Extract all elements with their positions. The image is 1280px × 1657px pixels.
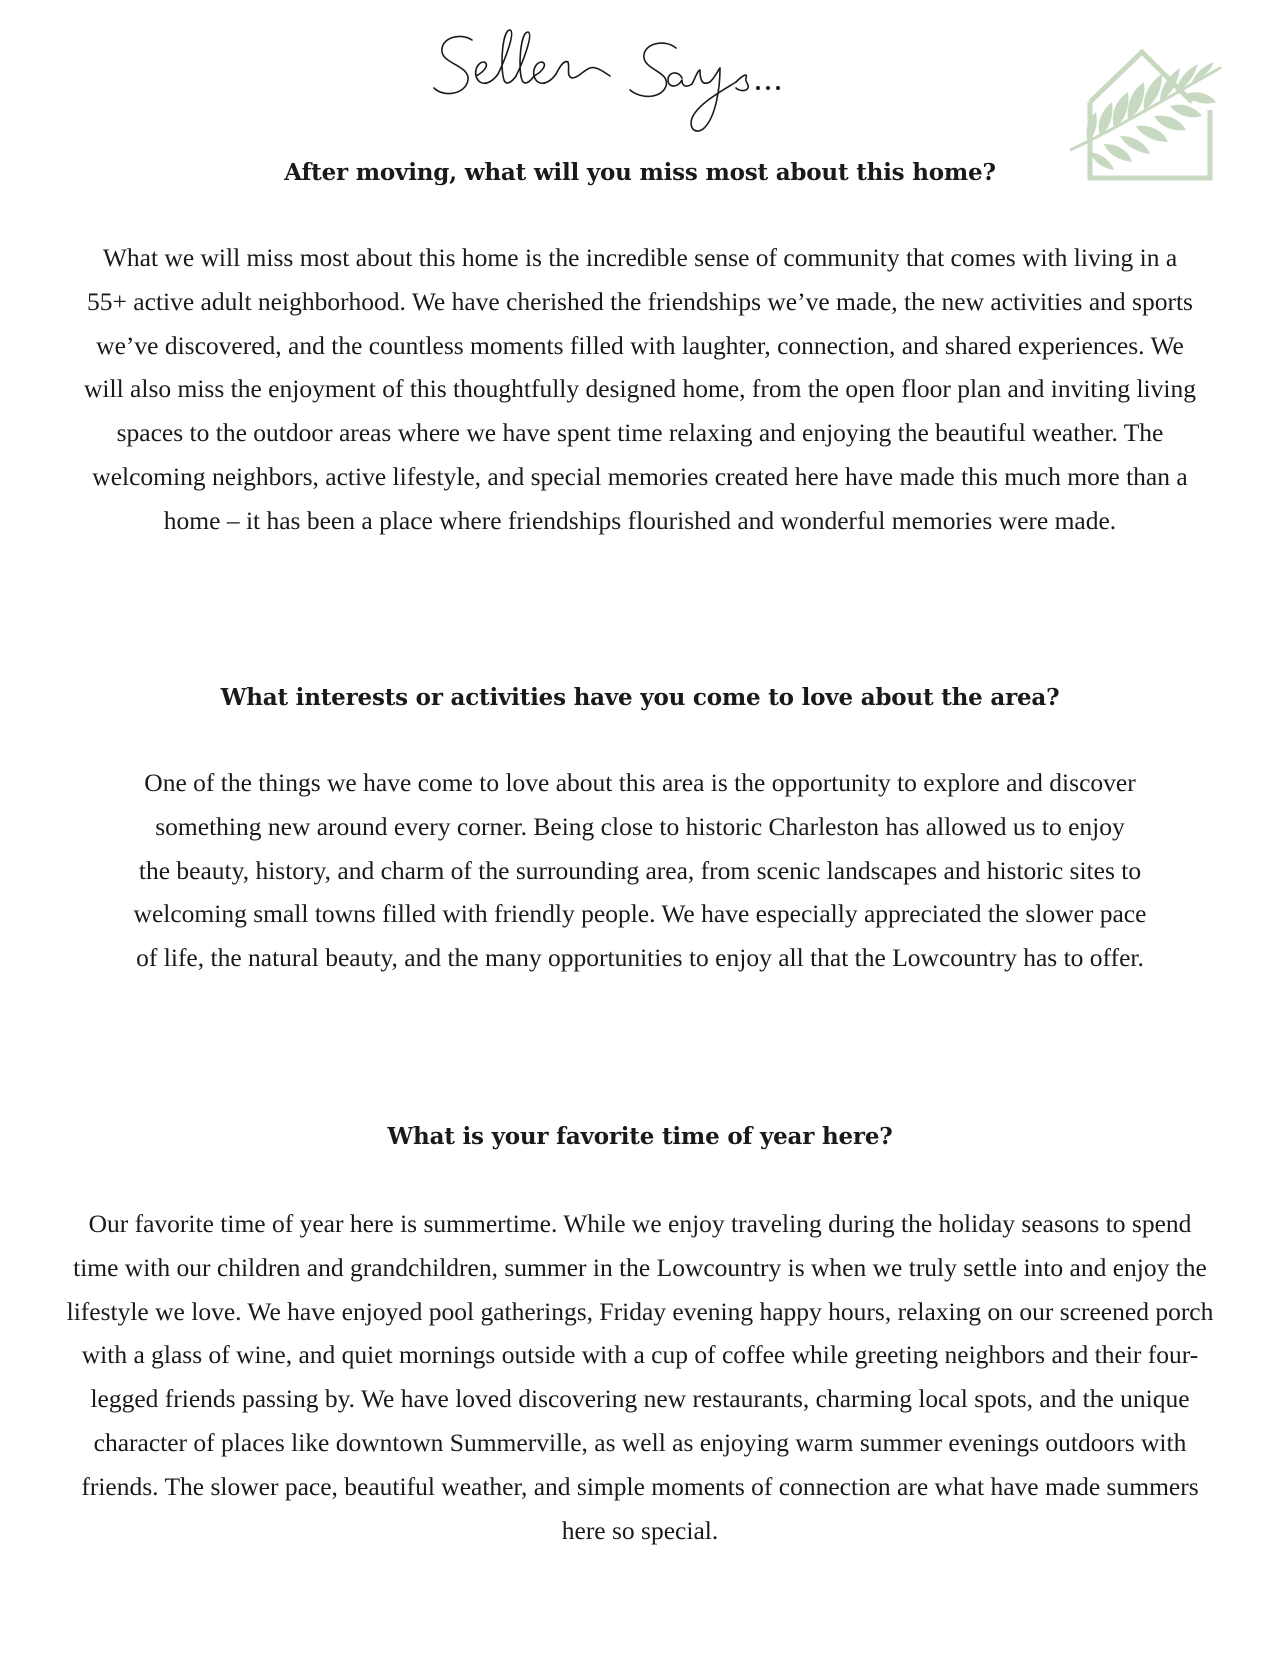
- qa-section-interests: [0, 683, 1280, 980]
- qa-section-miss-most: [0, 158, 1280, 543]
- answer-paragraph: What we will miss most about this home is the incredible sense of community that comes with living in a 55+ active adult neighborhood. We have cherished the friendships we’ve made, the new activities and sports we’ve discovered, and the countless moments filled with laughter, connection, and shared experiences. We will also miss the enjoyment of this thoughtfully designed home, from the open floor plan and inviting living spaces to the outdoor areas where we have spent time relaxing and enjoying the beautiful weather. The welcoming neighbors, active lifestyle, and special memories created here have made this much more than a home – it has been a place where friendships flourished and wonderful memories were made.: [84, 243, 1196, 535]
- question-heading: What interests or activities have you come to love about the area?: [220, 684, 1060, 711]
- answer-paragraph: One of the things we have come to love about this area is the opportunity to explore and discover something new around every corner. Being close to historic Charleston has allowed us to enjoy the beauty, history, and charm of the surrounding area, from scenic landscapes and historic sites to welcoming small towns filled with friendly people. We have especially appreciated the slower pace of life, the natural beauty, and the many opportunities to enjoy all that the Lowcountry has to offer.: [133, 768, 1147, 973]
- question-heading: After moving, what will you miss most about this home?: [284, 159, 996, 186]
- answer-paragraph: Our favorite time of year here is summertime. While we enjoy traveling during the holiday seasons to spend time with our children and grandchildren, summer in the Lowcountry is when we truly settle into and enjoy the lifestyle we love. We have enjoyed pool gatherings, Friday evening happy hours, relaxing on our screened porch with a glass of wine, and quiet mornings outside with a cup of coffee while greeting neighbors and their four-legged friends passing by. We have loved discovering new restaurants, charming local spots, and the unique character of places like downtown Summerville, as well as enjoying warm summer evenings outdoors with friends. The slower pace, beautiful weather, and simple moments of connection are what have made summers here so special.: [66, 1209, 1214, 1545]
- script-title-seller-says: [430, 18, 830, 148]
- question-heading: What is your favorite time of year here?: [387, 1123, 893, 1150]
- qa-section-favorite-time: [0, 1122, 1280, 1552]
